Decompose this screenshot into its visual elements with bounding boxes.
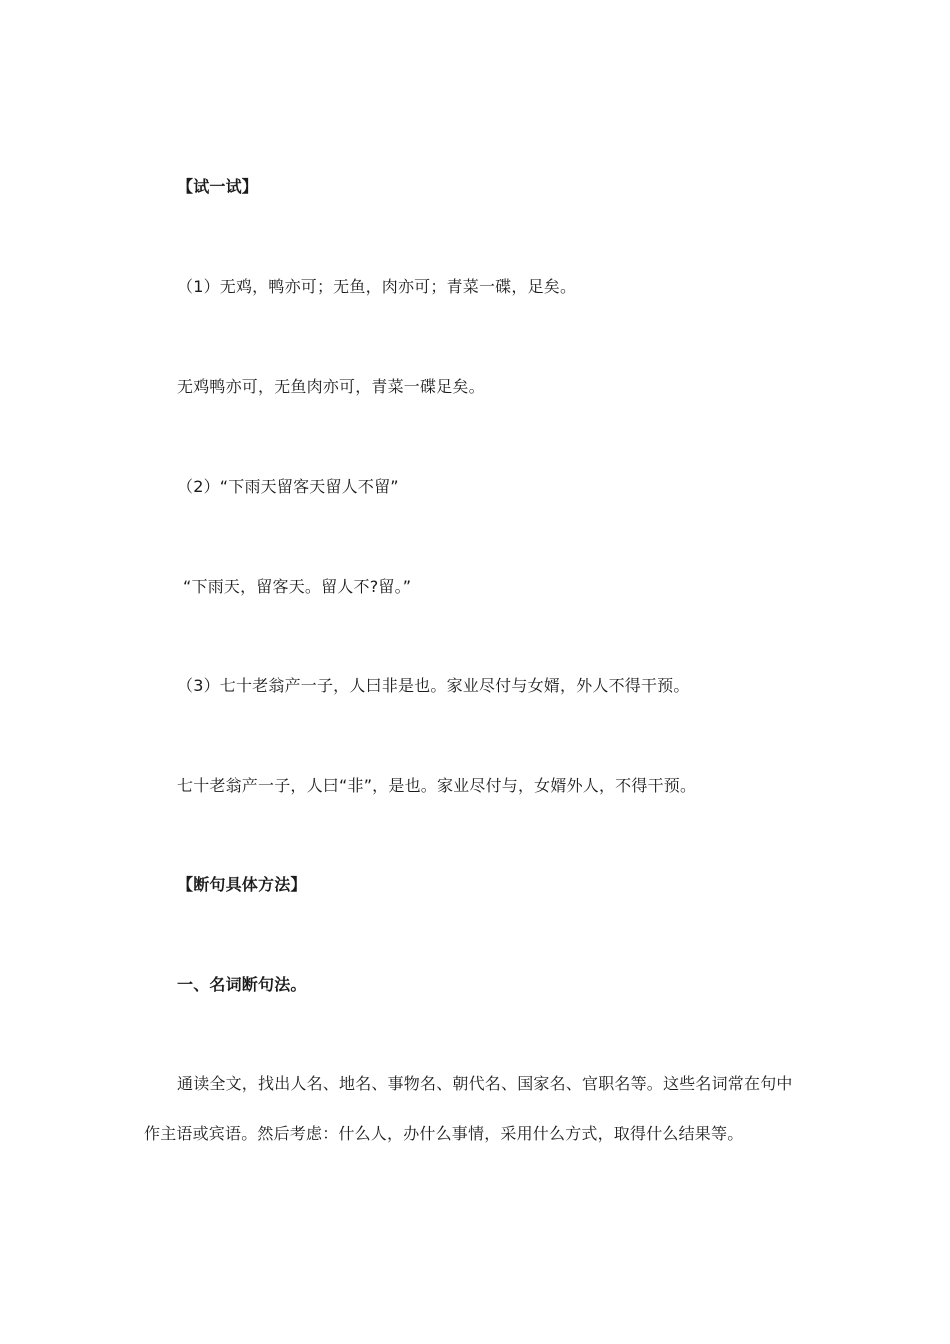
exercise-3-answer: 七十老翁产一子，人曰“非”，是也。家业尽付与，女婿外人，不得干预。: [177, 776, 697, 795]
section-1-paragraph-line-1: 通读全文，找出人名、地名、事物名、朝代名、国家名、官职名等。这些名词常在句中: [177, 1074, 793, 1093]
exercise-3-question: （3）七十老翁产一子，人曰非是也。家业尽付与女婿，外人不得干预。: [177, 676, 690, 695]
exercise-2-answer: “下雨天，留客天。留人不?留。”: [183, 577, 412, 596]
section-1-title: 一、名词断句法。: [177, 975, 307, 994]
heading-methods: 【断句具体方法】: [177, 875, 307, 894]
exercise-1-question: （1）无鸡，鸭亦可；无鱼，肉亦可；青菜一碟，足矣。: [177, 277, 577, 296]
exercise-2-question: （2）“下雨天留客天留人不留”: [177, 477, 399, 496]
exercise-1-answer: 无鸡鸭亦可，无鱼肉亦可，青菜一碟足矣。: [177, 377, 485, 396]
heading-try: 【试一试】: [177, 177, 259, 196]
section-1-paragraph-line-2: 作主语或宾语。然后考虑：什么人，办什么事情，采用什么方式，取得什么结果等。: [144, 1124, 744, 1143]
